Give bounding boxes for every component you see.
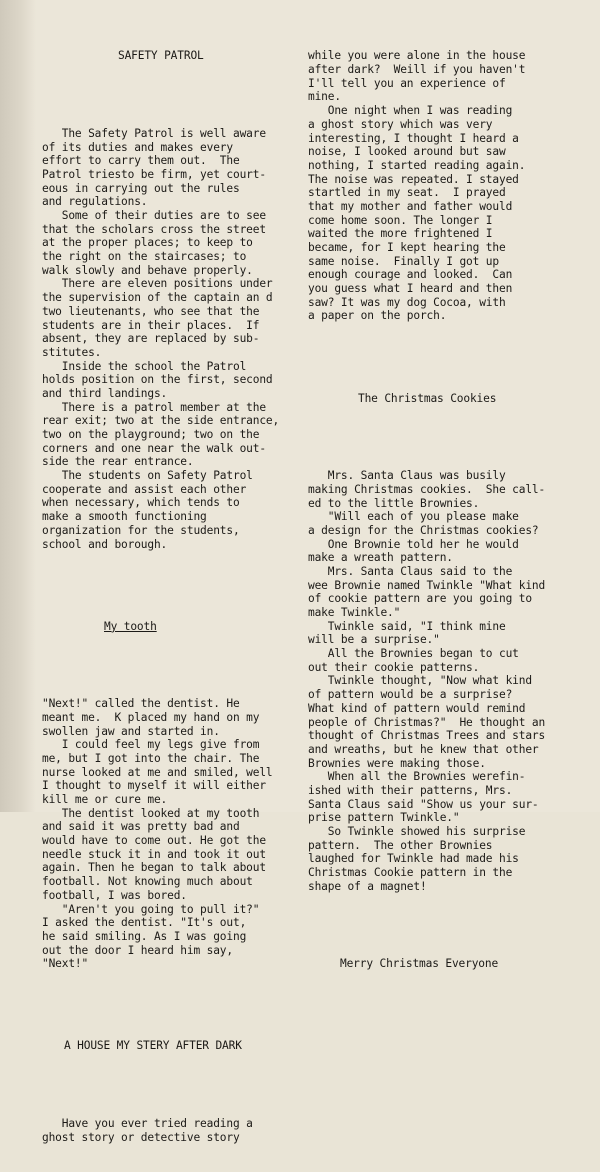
- text-line: needle stuck it in and took it out: [42, 847, 266, 861]
- text-line: a ghost story which was very: [308, 117, 493, 131]
- text-line: meant me. K placed my hand on my: [42, 710, 260, 724]
- text-line: cooperate and assist each other: [42, 482, 247, 496]
- text-line: The Safety Patrol is well aware: [42, 126, 266, 140]
- text-line: prise pattern Twinkle.": [308, 811, 460, 825]
- right-column: [308, 22, 598, 998]
- text-line: side the rear entrance.: [42, 455, 194, 469]
- my-tooth-title: My tooth: [104, 619, 157, 633]
- text-line: two on the playground; two on the: [42, 428, 260, 442]
- text-line: The students on Safety Patrol: [42, 469, 253, 483]
- text-line: effort to carry them out. The: [42, 154, 240, 168]
- text-line: I asked the dentist. "It's out,: [42, 916, 247, 930]
- house-mystery-article-continued: [308, 49, 598, 323]
- text-line: When all the Brownies werefin-: [308, 770, 526, 784]
- text-line: saw? It was my dog Cocoa, with: [308, 295, 506, 309]
- text-line: ghost story or detective story: [42, 1130, 240, 1144]
- text-line: pattern. The other Brownies: [308, 838, 493, 852]
- text-line: became, for I kept hearing the: [308, 241, 506, 255]
- text-line: "Will each of you please make: [308, 510, 519, 524]
- text-line: making Christmas cookies. She call-: [308, 482, 546, 496]
- left-column: [42, 22, 308, 1172]
- text-line: make a smooth functioning: [42, 510, 207, 524]
- text-line: thought of Christmas Trees and stars: [308, 729, 546, 743]
- text-line: corners and one near the walk out-: [42, 441, 266, 455]
- text-line: What kind of pattern would remind: [308, 701, 526, 715]
- text-line: One night when I was reading: [308, 104, 513, 118]
- text-line: waited the more frightened I: [308, 227, 493, 241]
- text-line: Some of their duties are to see: [42, 209, 266, 223]
- text-line: Twinkle thought, "Now what kind: [308, 674, 532, 688]
- text-line: walk slowly and behave properly.: [42, 263, 253, 277]
- text-line: make Twinkle.": [308, 606, 401, 620]
- text-line: eous in carrying out the rules: [42, 181, 240, 195]
- text-line: All the Brownies began to cut: [308, 647, 519, 661]
- text-line: startled in my seat. I prayed: [308, 186, 506, 200]
- house-mystery-title: A HOUSE MY STERY AFTER DARK: [64, 1039, 242, 1053]
- text-line: holds position on the first, second: [42, 373, 273, 387]
- text-line: So Twinkle showed his surprise: [308, 825, 526, 839]
- safety-patrol-title: SAFETY PATROL: [118, 49, 204, 63]
- text-line: make a wreath pattern.: [308, 551, 453, 565]
- text-line: I could feel my legs give from: [42, 738, 260, 752]
- text-line: swollen jaw and started in.: [42, 724, 220, 738]
- text-line: you guess what I heard and then: [308, 282, 513, 296]
- text-line: again. Then he began to talk about: [42, 861, 266, 875]
- text-line: absent, they are replaced by sub-: [42, 332, 260, 346]
- text-line: and wreaths, but he knew that other: [308, 742, 539, 756]
- text-line: Brownies were making those.: [308, 756, 486, 770]
- closing-greeting: Merry Christmas Everyone: [340, 957, 499, 971]
- text-line: of cookie pattern are you going to: [308, 592, 532, 606]
- text-line: "Aren't you going to pull it?": [42, 902, 260, 916]
- text-line: a paper on the porch.: [308, 309, 447, 323]
- text-line: laughed for Twinkle had made his: [308, 852, 519, 866]
- text-line: Christmas Cookie pattern in the: [308, 866, 513, 880]
- house-mystery-article-start: [42, 1117, 308, 1144]
- text-line: the supervision of the captain an d: [42, 291, 273, 305]
- text-line: out the door I heard him say,: [42, 943, 233, 957]
- text-line: noise, I looked around but saw: [308, 145, 506, 159]
- text-line: people of Christmas?" He thought an: [308, 715, 546, 729]
- christmas-cookies-article: [308, 469, 598, 893]
- text-line: I'll tell you an experience of: [308, 76, 506, 90]
- text-line: ished with their patterns, Mrs.: [308, 783, 513, 797]
- text-line: I thought to myself it will either: [42, 779, 266, 793]
- text-line: Santa Claus said "Show us your sur-: [308, 797, 539, 811]
- text-line: nurse looked at me and smiled, well: [42, 765, 273, 779]
- text-line: Have you ever tried reading a: [42, 1116, 253, 1130]
- christmas-cookies-title: The Christmas Cookies: [358, 391, 497, 405]
- text-line: ed to the little Brownies.: [308, 496, 480, 510]
- text-line: football, I was bored.: [42, 888, 187, 902]
- text-line: Inside the school the Patrol: [42, 359, 247, 373]
- text-line: that the scholars cross the street: [42, 222, 266, 236]
- text-line: after dark? Weill if you haven't: [308, 63, 526, 77]
- text-line: One Brownie told her he would: [308, 537, 519, 551]
- text-line: me, but I got into the chair. The: [42, 751, 260, 765]
- text-line: Mrs. Santa Claus said to the: [308, 564, 513, 578]
- text-line: wee Brownie named Twinkle "What kind: [308, 578, 546, 592]
- text-line: The noise was repeated. I stayed: [308, 172, 519, 186]
- text-line: and regulations.: [42, 195, 148, 209]
- text-line: that my mother and father would: [308, 199, 513, 213]
- text-line: "Next!" called the dentist. He: [42, 697, 240, 711]
- text-line: organization for the students,: [42, 523, 240, 537]
- my-tooth-article: [42, 697, 308, 971]
- text-line: the right on the staircases; to: [42, 250, 247, 264]
- text-line: students are in their places. If: [42, 318, 260, 332]
- text-line: when necessary, which tends to: [42, 496, 240, 510]
- text-line: mine.: [308, 90, 341, 104]
- text-line: football. Not knowing much about: [42, 875, 253, 889]
- text-line: enough courage and looked. Can: [308, 268, 513, 282]
- text-line: would have to come out. He got the: [42, 834, 266, 848]
- text-line: while you were alone in the house: [308, 49, 526, 63]
- text-line: "Next!": [42, 957, 89, 971]
- text-line: Mrs. Santa Claus was busily: [308, 469, 506, 483]
- text-line: and third landings.: [42, 386, 168, 400]
- text-line: interesting, I thought I heard a: [308, 131, 519, 145]
- text-line: same noise. Finally I got up: [308, 254, 499, 268]
- text-line: out their cookie patterns.: [308, 660, 480, 674]
- text-line: There are eleven positions under: [42, 277, 273, 291]
- text-line: he said smiling. As I was going: [42, 929, 247, 943]
- text-line: There is a patrol member at the: [42, 400, 266, 414]
- text-line: The dentist looked at my tooth: [42, 806, 260, 820]
- text-line: school and borough.: [42, 537, 168, 551]
- text-line: two lieutenants, who see that the: [42, 304, 260, 318]
- text-line: and said it was pretty bad and: [42, 820, 240, 834]
- text-line: of pattern would be a surprise?: [308, 688, 513, 702]
- text-line: Twinkle said, "I think mine: [308, 619, 506, 633]
- text-line: kill me or cure me.: [42, 793, 168, 807]
- text-line: nothing, I started reading again.: [308, 158, 526, 172]
- text-line: at the proper places; to keep to: [42, 236, 253, 250]
- text-line: of its duties and makes every: [42, 140, 233, 154]
- binding-margin: [0, 0, 36, 812]
- text-line: come home soon. The longer I: [308, 213, 493, 227]
- text-line: stitutes.: [42, 345, 102, 359]
- text-line: rear exit; two at the side entrance,: [42, 414, 280, 428]
- text-line: a design for the Christmas cookies?: [308, 523, 539, 537]
- text-line: Patrol triesto be firm, yet court-: [42, 167, 266, 181]
- safety-patrol-article: [42, 127, 308, 551]
- text-line: shape of a magnet!: [308, 879, 427, 893]
- text-line: will be a surprise.": [308, 633, 440, 647]
